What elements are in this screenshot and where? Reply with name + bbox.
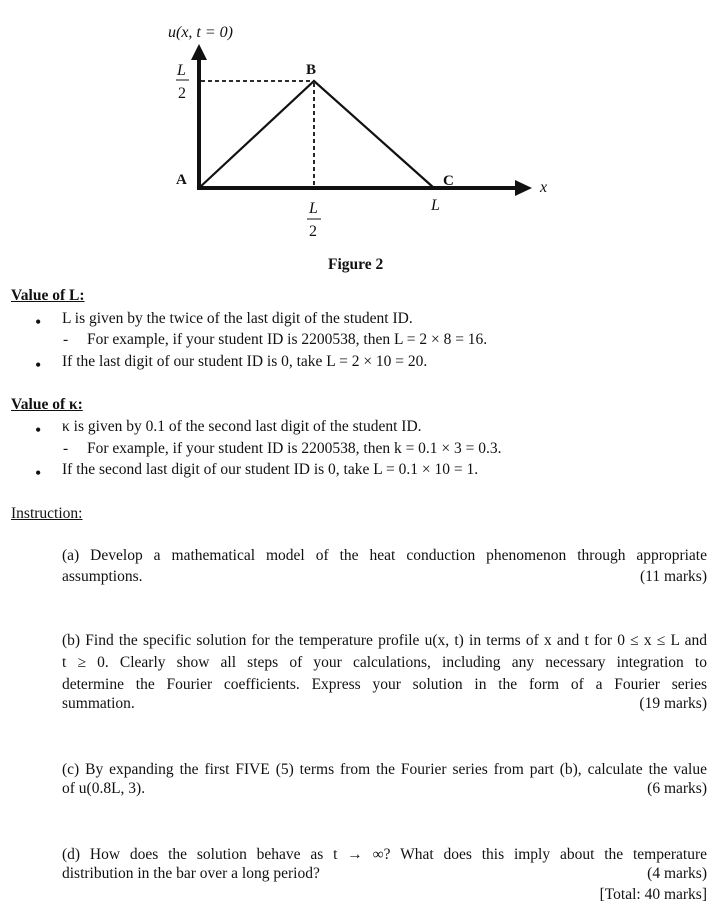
point-a-label: A xyxy=(176,172,187,188)
x-tick-L: L xyxy=(431,197,440,214)
x-tick-half-denominator: 2 xyxy=(309,223,317,240)
question-d-line2: distribution in the bar over a long period? xyxy=(62,865,320,882)
x-axis-arrow xyxy=(515,180,532,196)
value-of-L-zero-case: If the last digit of our student ID is 0, take L = 2 × 10 = 20. xyxy=(62,353,428,370)
question-a-line1: (a) Develop a mathematical model of the heat conduction phenomenon through appropriate xyxy=(62,547,707,564)
value-of-kappa-example: For example, if your student ID is 2200538, then k = 0.1 × 3 = 0.3. xyxy=(87,440,502,457)
x-tick-half-numerator: L xyxy=(309,200,318,217)
question-c-line2: of u(0.8L, 3). xyxy=(62,780,146,797)
dash-marker: - xyxy=(63,331,69,348)
question-c-line1: (c) By expanding the first FIVE (5) terms from the Fourier series from part (b), calculate the value xyxy=(62,761,707,778)
y-tick-half-numerator: L xyxy=(177,62,186,79)
total-marks: [Total: 40 marks] xyxy=(599,886,707,903)
bullet-marker: • xyxy=(35,420,42,440)
point-c-label: C xyxy=(443,173,454,189)
value-of-L-heading: Value of L: xyxy=(11,287,85,304)
question-b-line2: t ≥ 0. Clearly show all steps of your calculations, including any necessary integration to xyxy=(62,654,707,671)
bullet-marker: • xyxy=(35,355,42,375)
y-axis-label: u(x, t = 0) xyxy=(168,24,233,41)
question-a-marks: (11 marks) xyxy=(639,568,707,585)
initial-profile-line xyxy=(199,81,434,188)
question-a-line2: assumptions. xyxy=(62,568,143,585)
point-b-label: B xyxy=(306,62,317,78)
instruction-heading: Instruction: xyxy=(11,505,83,522)
question-b-line3: determine the Fourier coefficients. Express your solution in the form of a Fourier series xyxy=(62,676,707,693)
value-of-L-example: For example, if your student ID is 2200538, then L = 2 × 8 = 16. xyxy=(87,331,488,348)
question-b-marks: (19 marks) xyxy=(639,695,707,712)
question-d-line1: (d) How does the solution behave as t → ∞? What does this imply about the temperature xyxy=(62,846,707,863)
value-of-L-rule: L is given by the twice of the last digit of the student ID. xyxy=(62,310,413,327)
value-of-kappa-zero-case: If the second last digit of our student ID is 0, take L = 0.1 × 10 = 1. xyxy=(62,461,479,478)
y-tick-half-denominator: 2 xyxy=(178,85,186,102)
question-c-marks: (6 marks) xyxy=(647,780,707,797)
question-b-line4: summation. xyxy=(62,695,135,712)
figure-caption: Figure 2 xyxy=(328,256,384,273)
question-b-line1: (b) Find the specific solution for the temperature profile u(x, t) in terms of x and t for 0 ≤ x ≤ L and xyxy=(62,632,707,649)
x-axis-label: x xyxy=(540,179,548,196)
dash-marker: - xyxy=(63,440,69,457)
y-axis-arrow xyxy=(191,44,207,60)
bullet-marker: • xyxy=(35,312,42,332)
question-d-marks: (4 marks) xyxy=(647,865,707,882)
temperature-profile-figure xyxy=(0,0,721,280)
value-of-kappa-heading: Value of κ: xyxy=(11,396,83,413)
bullet-marker: • xyxy=(35,463,42,483)
value-of-kappa-rule: κ is given by 0.1 of the second last digit of the student ID. xyxy=(62,418,422,435)
